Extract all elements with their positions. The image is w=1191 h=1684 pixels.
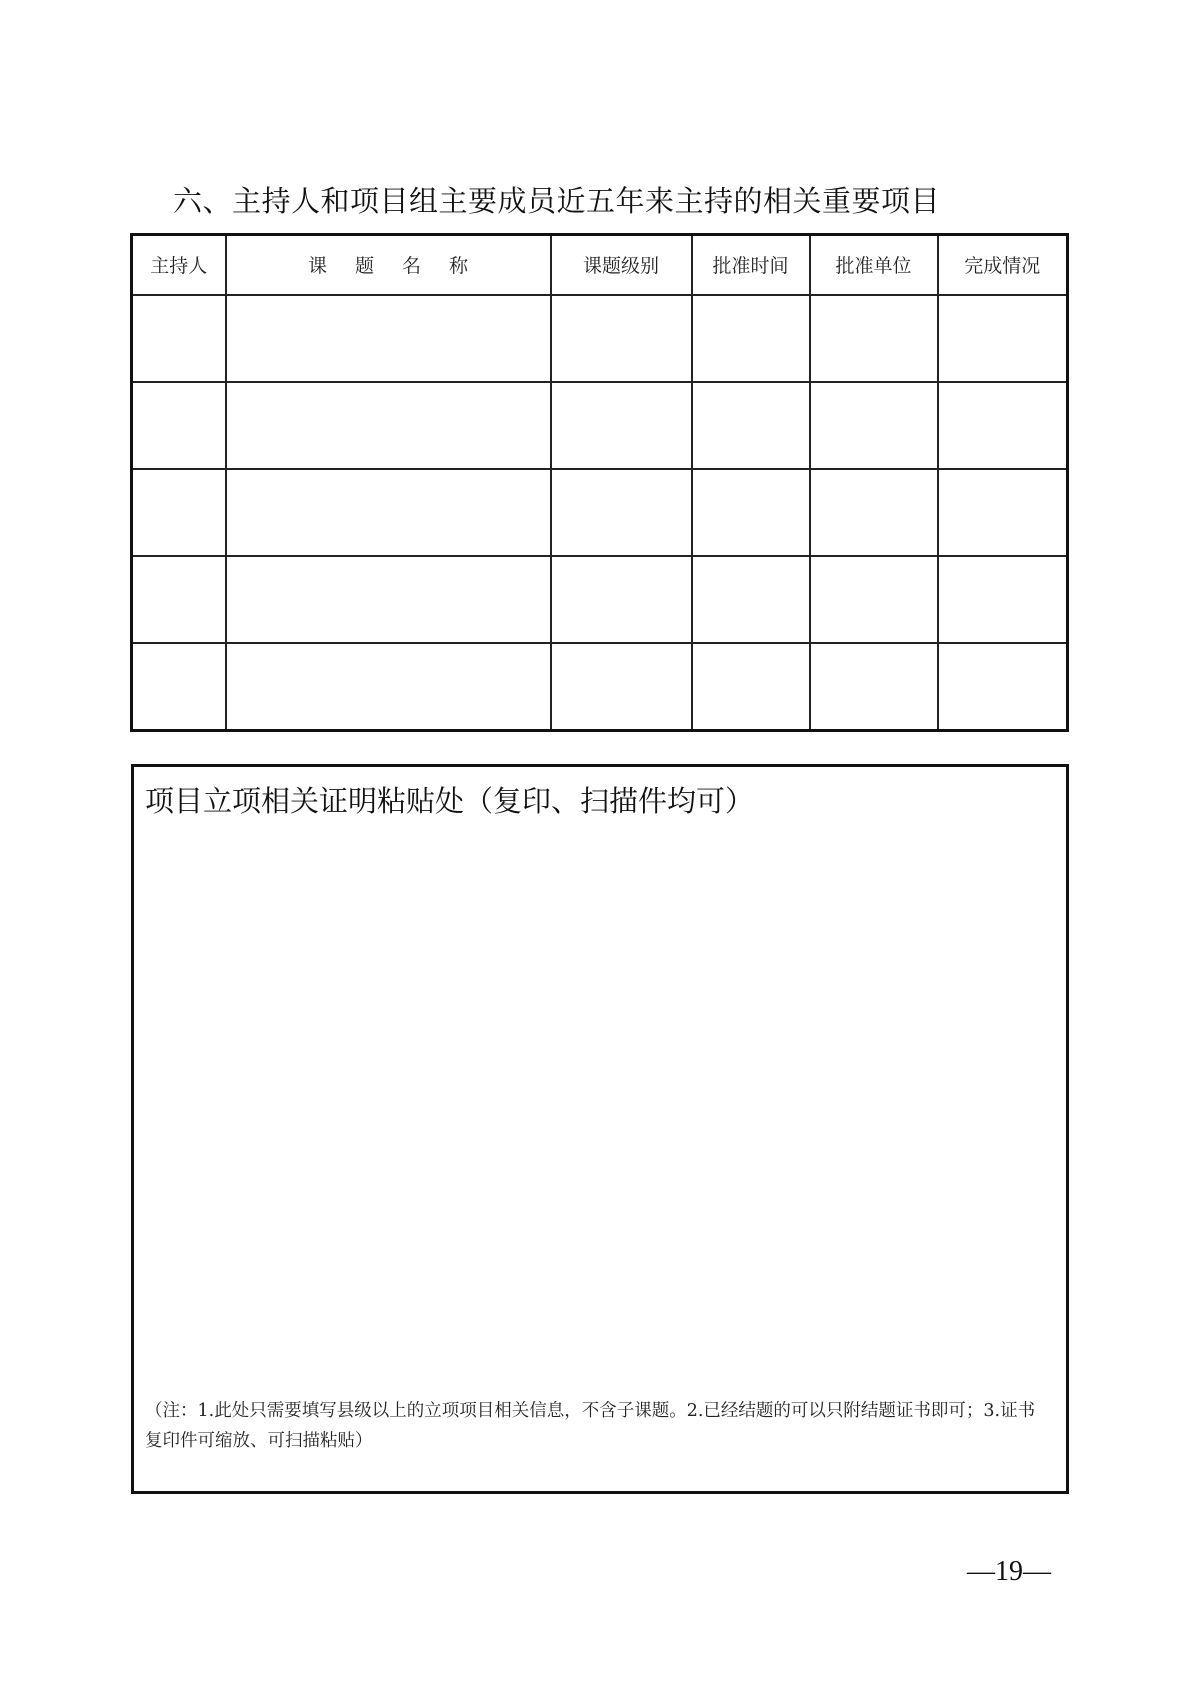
header-project-level: 课题级别 [551, 235, 692, 295]
header-project-name: 课 题 名 称 [226, 235, 551, 295]
cell-project-level[interactable] [551, 643, 692, 730]
table-row [132, 556, 1068, 643]
cell-host[interactable] [132, 382, 226, 469]
cell-approval-time[interactable] [692, 382, 810, 469]
cell-project-name[interactable] [226, 382, 551, 469]
cell-project-level[interactable] [551, 556, 692, 643]
cell-approval-unit[interactable] [810, 295, 938, 382]
cell-completion-status[interactable] [938, 643, 1068, 730]
cell-host[interactable] [132, 556, 226, 643]
table-row [132, 382, 1068, 469]
cell-project-name[interactable] [226, 556, 551, 643]
section-title: 六、主持人和项目组主要成员近五年来主持的相关重要项目 [173, 184, 941, 218]
cell-approval-time[interactable] [692, 556, 810, 643]
cell-project-level[interactable] [551, 295, 692, 382]
cell-host[interactable] [132, 295, 226, 382]
page-number: —19— [967, 1556, 1051, 1587]
header-completion-status: 完成情况 [938, 235, 1068, 295]
cell-completion-status[interactable] [938, 556, 1068, 643]
cell-project-level[interactable] [551, 469, 692, 556]
paste-area-note: （注：1.此处只需要填写县级以上的立项项目相关信息，不含子课题。2.已经结题的可以只附结题证书即可；3.证书复印件可缩放、可扫描粘贴） [145, 1401, 1036, 1451]
table-row [132, 469, 1068, 556]
cell-completion-status[interactable] [938, 295, 1068, 382]
projects-table [130, 233, 1069, 732]
cell-approval-unit[interactable] [810, 643, 938, 730]
table-header-row [132, 235, 1068, 295]
certificate-paste-area[interactable] [131, 764, 1069, 1494]
cell-completion-status[interactable] [938, 382, 1068, 469]
paste-area-title: 项目立项相关证明粘贴处（复印、扫描件均可） [145, 784, 755, 818]
cell-project-name[interactable] [226, 469, 551, 556]
cell-approval-unit[interactable] [810, 556, 938, 643]
header-host: 主持人 [132, 235, 226, 295]
cell-project-level[interactable] [551, 382, 692, 469]
cell-project-name[interactable] [226, 295, 551, 382]
cell-host[interactable] [132, 643, 226, 730]
header-approval-time: 批准时间 [692, 235, 810, 295]
header-approval-unit: 批准单位 [810, 235, 938, 295]
cell-approval-unit[interactable] [810, 382, 938, 469]
cell-project-name[interactable] [226, 643, 551, 730]
cell-completion-status[interactable] [938, 469, 1068, 556]
cell-approval-time[interactable] [692, 469, 810, 556]
table-row [132, 295, 1068, 382]
cell-approval-time[interactable] [692, 643, 810, 730]
cell-host[interactable] [132, 469, 226, 556]
cell-approval-time[interactable] [692, 295, 810, 382]
table-row [132, 643, 1068, 730]
cell-approval-unit[interactable] [810, 469, 938, 556]
